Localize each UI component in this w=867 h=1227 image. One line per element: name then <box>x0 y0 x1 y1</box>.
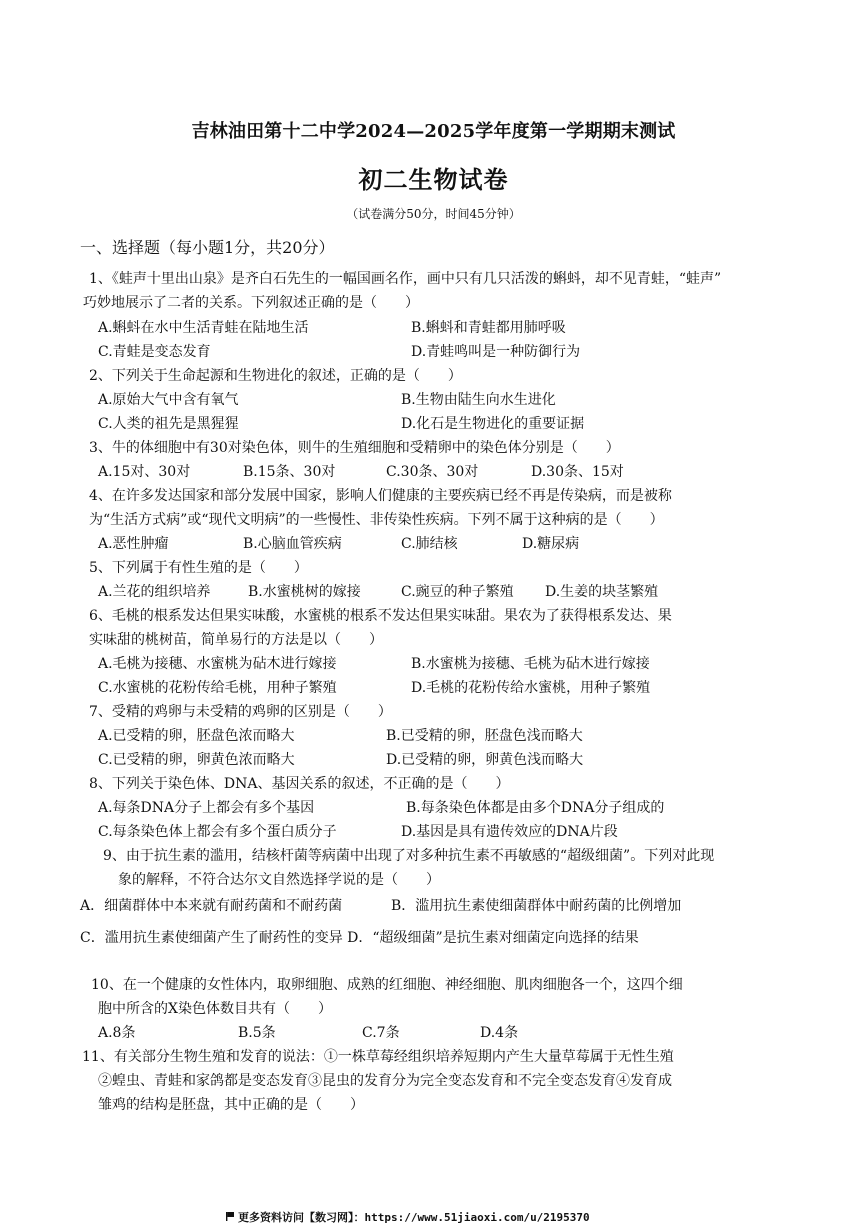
question-5-option-c: C.豌豆的种子繁殖 <box>401 584 514 600</box>
question-1-option-b: B.蝌蚪和青蛙都用肺呼吸 <box>411 320 566 336</box>
question-10-option-b: B.5条 <box>238 1025 276 1041</box>
question-6-option-a: A.毛桃为接穗、水蜜桃为砧木进行嫁接 <box>98 656 337 672</box>
question-6-stem-cont: 实味甜的桃树苗，简单易行的方法是以（ ） <box>89 632 383 648</box>
question-7-option-b: B.已受精的卵，胚盘色浅而略大 <box>386 728 583 744</box>
question-2-stem: 2、下列关于生命起源和生物进化的叙述，正确的是（ ） <box>89 368 462 384</box>
question-3-option-a: A.15对、30对 <box>98 464 191 480</box>
question-3-option-b: B.15条、30对 <box>243 464 336 480</box>
question-3-stem: 3、牛的体细胞中有30对染色体，则牛的生殖细胞和受精卵中的染色体分别是（ ） <box>89 440 620 456</box>
question-1-option-c: C.青蛙是变态发育 <box>98 344 211 360</box>
question-5-option-d: D.生姜的块茎繁殖 <box>545 584 659 600</box>
question-4-option-d: D.糖尿病 <box>522 536 580 552</box>
question-6-option-d: D.毛桃的花粉传给水蜜桃，用种子繁殖 <box>411 680 651 696</box>
question-1-option-d: D.青蛙鸣叫是一种防御行为 <box>411 344 581 360</box>
exam-title: 初二生物试卷 <box>358 165 509 194</box>
question-8-option-d: D.基因是具有遗传效应的DNA片段 <box>401 824 618 840</box>
question-1-option-a: A.蝌蚪在水中生活青蛙在陆地生活 <box>98 320 309 336</box>
question-9-option-b: B．滥用抗生素使细菌群体中耐药菌的比例增加 <box>391 898 682 914</box>
question-5-option-b: B.水蜜桃树的嫁接 <box>248 584 361 600</box>
question-5-option-a: A.兰花的组织培养 <box>98 584 211 600</box>
question-6-option-c: C.水蜜桃的花粉传给毛桃，用种子繁殖 <box>98 680 337 696</box>
question-9-option-a: A．细菌群体中本来就有耐药菌和不耐药菌 <box>80 898 343 914</box>
question-3-option-c: C.30条、30对 <box>386 464 479 480</box>
flag-icon <box>226 1212 234 1221</box>
question-8-option-a: A.每条DNA分子上都会有多个基因 <box>98 800 315 816</box>
question-2-option-b: B.生物由陆生向水生进化 <box>401 392 556 408</box>
question-6-stem: 6、毛桃的根系发达但果实味酸，水蜜桃的根系不发达但果实味甜。果农为了获得根系发达、果 <box>89 608 672 624</box>
question-8-option-b: B.每条染色体都是由多个DNA分子组成的 <box>406 800 665 816</box>
question-4-option-a: A.恶性肿瘤 <box>98 536 169 552</box>
exam-subtitle: （试卷满分50分，时间45分钟） <box>346 207 521 221</box>
question-2-option-a: A.原始大气中含有氧气 <box>98 392 239 408</box>
question-8-option-c: C.每条染色体上都会有多个蛋白质分子 <box>98 824 337 840</box>
question-11-stem-cont: ②蝗虫、青蛙和家鸽都是变态发育③昆虫的发育分为完全变态发育和不完全变态发育④发育成 <box>98 1073 672 1089</box>
footer-link[interactable]: 更多资料访问【数习网】：https://www.51jiaoxi.com/u/2195370 <box>238 1211 590 1224</box>
question-4-option-c: C.肺结核 <box>401 536 458 552</box>
question-1-stem: 1、《蛙声十里出山泉》是齐白石先生的一幅国画名作，画中只有几只活泼的蝌蚪，却不见青蛙，“蛙声” <box>89 271 722 287</box>
question-10-option-a: A.8条 <box>98 1025 136 1041</box>
question-11-stem: 11、有关部分生物生殖和发育的说法：①一株草莓经组织培养短期内产生大量草莓属于无性生殖 <box>82 1049 674 1065</box>
question-10-option-c: C.7条 <box>362 1025 400 1041</box>
question-9-option-cd: C．滥用抗生素使细菌产生了耐药性的变异 D．“超级细菌”是抗生素对细菌定向选择的结果 <box>80 930 639 946</box>
question-7-stem: 7、受精的鸡卵与未受精的鸡卵的区别是（ ） <box>89 704 392 720</box>
question-9-stem-cont: 象的解释，不符合达尔文自然选择学说的是（ ） <box>118 872 440 888</box>
question-8-stem: 8、下列关于染色体、DNA、基因关系的叙述，不正确的是（ ） <box>89 776 510 792</box>
question-7-option-c: C.已受精的卵，卵黄色浓而略大 <box>98 752 295 768</box>
question-10-option-d: D.4条 <box>480 1025 519 1041</box>
question-7-option-a: A.已受精的卵，胚盘色浓而略大 <box>98 728 295 744</box>
question-4-stem-cont: 为“生活方式病”或“现代文明病”的一些慢性、非传染性疾病。下列不属于这种病的是（ ） <box>89 512 664 528</box>
question-6-option-b: B.水蜜桃为接穗、毛桃为砧木进行嫁接 <box>411 656 650 672</box>
question-3-option-d: D.30条、15对 <box>531 464 624 480</box>
question-2-option-d: D.化石是生物进化的重要证据 <box>401 416 585 432</box>
question-1-stem-cont: 巧妙地展示了二者的关系。下列叙述正确的是（ ） <box>83 295 419 311</box>
section-heading: 一、选择题（每小题1分，共20分） <box>80 238 335 257</box>
question-2-option-c: C.人类的祖先是黑猩猩 <box>98 416 239 432</box>
question-10-stem-cont: 胞中所含的X染色体数目共有（ ） <box>98 1001 332 1017</box>
question-10-stem: 10、在一个健康的女性体内，取卵细胞、成熟的红细胞、神经细胞、肌肉细胞各一个，这四个细 <box>91 977 683 993</box>
school-title: 吉林油田第十二中学2024—2025学年度第一学期期末测试 <box>191 121 676 142</box>
question-11-stem-cont-2: 雏鸡的结构是胚盘，其中正确的是（ ） <box>98 1097 364 1113</box>
question-4-option-b: B.心脑血管疾病 <box>243 536 342 552</box>
question-4-stem: 4、在许多发达国家和部分发展中国家，影响人们健康的主要疾病已经不再是传染病，而是被称 <box>89 488 672 504</box>
question-9-stem: 9、由于抗生素的滥用，结核杆菌等病菌中出现了对多种抗生素不再敏感的“超级细菌”。下列对此现 <box>103 848 715 864</box>
question-7-option-d: D.已受精的卵，卵黄色浅而略大 <box>386 752 584 768</box>
question-5-stem: 5、下列属于有性生殖的是（ ） <box>89 560 308 576</box>
